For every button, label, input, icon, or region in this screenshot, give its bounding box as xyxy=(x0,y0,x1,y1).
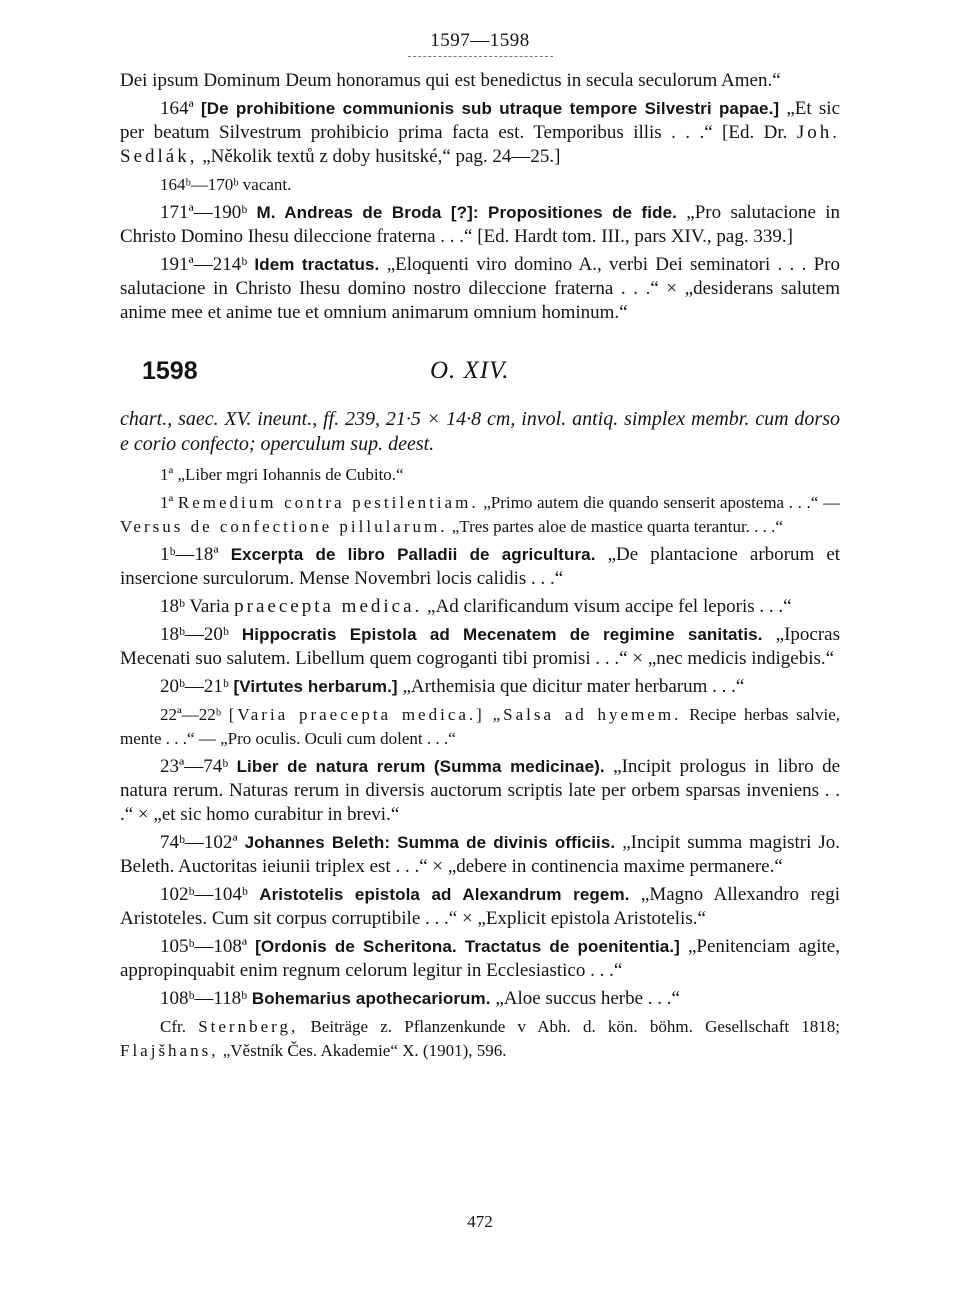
codex-number: 1598 xyxy=(142,357,198,385)
item-text: „Ad clarificandum visum accipe fel leporis . . .“ xyxy=(427,596,792,617)
item-spaced-title: „Salsa ad hyemem. xyxy=(492,705,682,724)
item-title: Aristotelis epistola ad Alexandrum regem. xyxy=(259,885,630,904)
entry-folio: 164ª xyxy=(160,98,194,119)
item-text: „Incipit summa magistri Jo. Beleth. Auctoritas ieiunii triplex est . . .“ × „debere in continencia maxime permanere.“ xyxy=(120,832,841,877)
bibliography-note xyxy=(120,1015,840,1063)
item-folio: 22ª—22ᵇ xyxy=(160,705,221,724)
item-label: Varia xyxy=(189,596,230,617)
codex-item xyxy=(120,543,840,591)
manuscript-catalogue-page xyxy=(120,30,840,1067)
item-folio: 18ᵇ xyxy=(160,596,185,617)
entry-text: „Et sic per beatum Silvestrum prohibicio prima facta est. Temporibus illis . . .“ [Ed. Dr. xyxy=(120,98,840,143)
item-text: „Magno Allexandro regi Aristoteles. Cum sit corpus corruptibile . . .“ × „Explicit epistola Aristotelis.“ xyxy=(120,884,841,929)
entry-continuation: Dei ipsum Dominum Deum honoramus qui est benedictus in secula seculorum Amen.“ xyxy=(120,70,781,91)
entry-author: Joh. Sedlák, xyxy=(120,122,840,167)
item-text: „Incipit prologus in libro de natura rerum. Naturas rerum in diversis auctorum scriptis late per orbem sparsas inveniens . . .“ × „et sic homo curabitur in brevi.“ xyxy=(120,756,840,825)
entry-text: „Eloquenti viro domino A., verbi Dei seminatori . . . Pro salutacione in Christo Ihesu domino nostro dileccione fraterna . . .“ × „desiderans salutem anime mee et anime tue et omnium animarum omnium hominum.“ xyxy=(120,254,841,323)
item-text: „Ipocras Mecenati suo salutem. Libellum quem cogroganti tibi promisi . . .“ × „nec medicis indigebis.“ xyxy=(120,624,841,669)
codex-item xyxy=(120,675,840,699)
note-prefix: Cfr. xyxy=(160,1017,186,1036)
codex-item xyxy=(120,595,840,619)
page-number: 472 xyxy=(467,1212,493,1231)
item-title: Hippocratis Epistola ad Mecenatem de regimine sanitatis. xyxy=(241,625,763,644)
codex-item xyxy=(120,755,840,827)
item-spaced-title: praecepta medica. xyxy=(234,596,423,617)
item-text: „Tres partes aloe de mastice quarta terantur. . . .“ xyxy=(451,517,783,536)
item-text: Recipe herbas salvie, mente . . .“ — „Pro oculis. Oculi cum dolent . . .“ xyxy=(120,705,841,748)
note-text: Beiträge z. Pflanzenkunde v Abh. d. kön. böhm. Gesellschaft 1818; xyxy=(310,1017,841,1036)
item-text: „Liber mgri Iohannis de Cubito.“ xyxy=(177,465,404,484)
codex-description: chart., saec. XV. ineunt., ff. 239, 21·5 × 14·8 cm, invol. antiq. simplex membr. cum dorso e corio confecto; operculum sup. deest. xyxy=(120,408,840,455)
entry-164a xyxy=(120,97,840,169)
item-text: „Arthemisia que dicitur mater herbarum . . .“ xyxy=(402,676,745,697)
entry-191a xyxy=(120,253,840,325)
codex-item xyxy=(120,491,840,539)
note-author: Flajšhans, xyxy=(120,1041,219,1060)
codex-item xyxy=(120,883,840,931)
item-text: „Primo autem die quando senserit apostema . . .“ — xyxy=(483,493,841,512)
item-title: Liber de natura rerum (Summa medicinae). xyxy=(236,757,605,776)
item-title: Excerpta de libro Palladii de agricultura. xyxy=(230,545,596,564)
entry-text: „Několik textů z doby husitské,“ pag. 24—25.] xyxy=(202,146,561,167)
codex-item xyxy=(120,703,840,751)
item-folio: 1ª xyxy=(160,493,174,512)
entry-text: „Pro salutacione in Christo Domino Ihesu dileccione fraterna . . .“ [Ed. Hardt tom. III., pars XIV., pag. 339.] xyxy=(120,202,841,247)
codex-signature: O. XIV. xyxy=(430,357,510,384)
item-title: Johannes Beleth: Summa de divinis officiis. xyxy=(244,833,616,852)
item-spaced-title: Remedium contra pestilentiam. xyxy=(177,493,479,512)
item-folio: 108ᵇ—118ᵇ xyxy=(160,988,248,1009)
item-spaced-title: [Varia praecepta medica.] xyxy=(228,705,485,724)
header-rule xyxy=(408,56,553,57)
item-title: Bohemarius apothecariorum. xyxy=(251,989,491,1008)
note-author: Sternberg, xyxy=(198,1017,299,1036)
codex-item xyxy=(120,935,840,983)
item-text: „Aloe succus herbe . . .“ xyxy=(495,988,680,1009)
running-head: 1597—1598 xyxy=(430,30,530,51)
entry-vacant: 164ᵇ—170ᵇ vacant. xyxy=(160,175,292,194)
item-title: [Ordonis de Scheritona. Tractatus de poenitentia.] xyxy=(255,937,680,956)
entry-folio: 171ª—190ᵇ xyxy=(160,202,248,223)
item-folio: 23ª—74ᵇ xyxy=(160,756,229,777)
codex-item xyxy=(120,987,840,1011)
item-text: „Penitenciam agite, appropinquabit enim regnum celorum legitur in Ecclesiastico . . .“ xyxy=(120,936,840,981)
item-folio: 74ᵇ—102ª xyxy=(160,832,238,853)
item-folio: 1ª xyxy=(160,465,174,484)
item-folio: 18ᵇ—20ᵇ xyxy=(160,624,229,645)
item-folio: 102ᵇ—104ᵇ xyxy=(160,884,248,905)
entry-folio: 191ª—214ᵇ xyxy=(160,254,248,275)
codex-item xyxy=(120,463,840,487)
item-spaced-title: Versus de confectione pillularum. xyxy=(120,517,448,536)
entry-title: [De prohibitione communionis sub utraque tempore Silvestri papae.] xyxy=(200,99,780,118)
codex-heading xyxy=(120,359,840,391)
entry-title: M. Andreas de Broda [?]: Propositiones de fide. xyxy=(256,203,677,222)
item-text: „De plantacione arborum et insercione surculorum. Mense Novembri locis calidis . . .“ xyxy=(120,544,841,589)
note-text: „Věstník Čes. Akademie“ X. (1901), 596. xyxy=(222,1041,507,1060)
entry-title: Idem tractatus. xyxy=(254,255,380,274)
item-folio: 105ᵇ—108ª xyxy=(160,936,248,957)
codex-item xyxy=(120,623,840,671)
item-folio: 20ᵇ—21ᵇ xyxy=(160,676,229,697)
item-folio: 1ᵇ—18ª xyxy=(160,544,219,565)
entry-171a xyxy=(120,201,840,249)
codex-item xyxy=(120,831,840,879)
item-title: [Virtutes herbarum.] xyxy=(233,677,398,696)
catalogue-body xyxy=(120,69,840,1063)
